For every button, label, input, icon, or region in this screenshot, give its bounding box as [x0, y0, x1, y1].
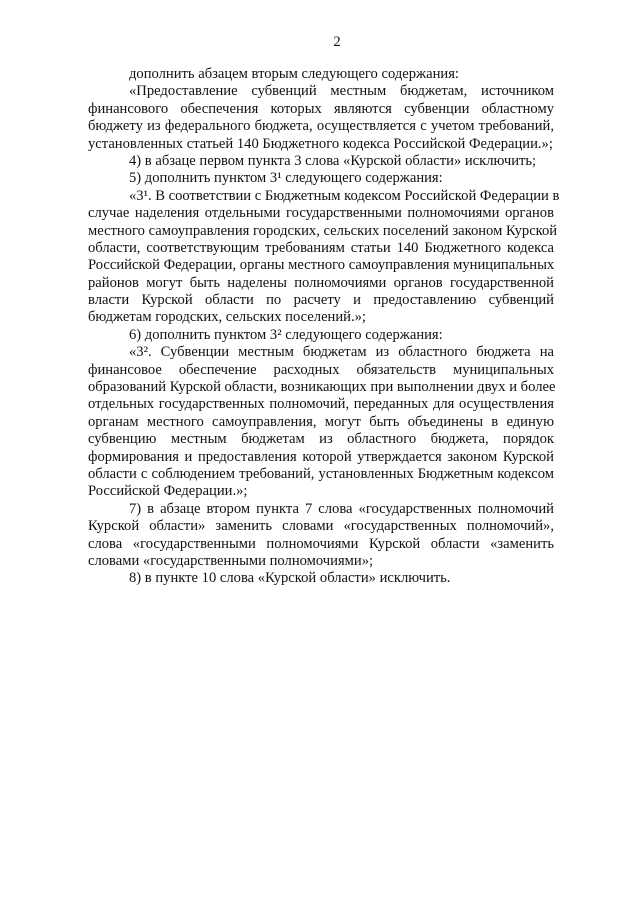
paragraph: [88, 66, 554, 83]
text-line: области, соответствующим требованиям статьи 140 Бюджетного кодекса: [88, 239, 554, 256]
paragraph: [88, 344, 554, 501]
text-line: 8) в пункте 10 слова «Курской области» исключить.: [129, 570, 451, 587]
page-number: 2: [333, 34, 341, 50]
paragraph: [88, 327, 554, 344]
text-line: 6) дополнить пунктом 3² следующего содержания:: [129, 326, 443, 343]
text-line: 5) дополнить пунктом 3¹ следующего содержания:: [129, 170, 443, 187]
paragraph: [88, 170, 554, 187]
text-line: Курской области» заменить словами «государственных полномочий»,: [88, 518, 554, 535]
text-line: «Предоставление субвенций местным бюджетам, источником: [129, 83, 554, 100]
text-line: отдельных государственных полномочий, переданных для осуществления: [88, 396, 554, 413]
text-line: слова «государственными полномочиями Курской области «заменить: [88, 535, 554, 552]
text-line: Российской Федерации.»;: [88, 483, 248, 500]
paragraph: [88, 570, 554, 587]
paragraph: [88, 501, 554, 571]
text-line: словами «государственными полномочиями»;: [88, 552, 374, 569]
text-line: районов могут быть наделены полномочиями органов государственной: [88, 274, 554, 291]
text-line: «3². Субвенции местным бюджетам из областного бюджета на: [129, 344, 554, 361]
text-line: власти Курской области по расчету и предоставлению субвенций: [88, 292, 554, 309]
text-line: «3¹. В соответствии с Бюджетным кодексом Российской Федерации в: [129, 187, 560, 204]
paragraph: [88, 153, 554, 170]
text-line: дополнить абзацем вторым следующего содержания:: [129, 66, 459, 82]
text-line: установленных статьей 140 Бюджетного кодекса Российской Федерации.»;: [88, 135, 553, 152]
text-line: 4) в абзаце первом пункта 3 слова «Курской области» исключить;: [129, 152, 537, 169]
text-line: финансовое обеспечение расходных обязательств муниципальных: [88, 361, 554, 378]
text-line: субвенцию местным бюджетам из областного бюджета, порядок: [88, 431, 554, 448]
text-line: местного самоуправления городских, сельских поселений законом Курской: [88, 222, 558, 239]
text-line: 7) в абзаце втором пункта 7 слова «государственных полномочий: [129, 500, 554, 517]
paragraph: [88, 83, 554, 153]
text-line: органам местного самоуправления, могут быть объединены в единую: [88, 413, 554, 430]
text-line: области с соблюдением требований, установленных Бюджетным кодексом: [88, 465, 554, 482]
paragraph: [88, 187, 560, 327]
text-line: бюджетам городских, сельских поселений.»;: [88, 309, 366, 326]
text-line: финансового обеспечения которых являются субвенции областному: [88, 100, 554, 117]
text-line: Российской Федерации, органы местного самоуправления муниципальных: [88, 257, 555, 274]
text-line: случае наделения отдельными государственными полномочиями органов: [88, 205, 554, 222]
text-line: образований Курской области, возникающих при выполнении двух и более: [88, 379, 556, 396]
document-body: [88, 66, 560, 588]
text-line: формирования и предоставления которой утверждается законом Курской: [88, 448, 554, 465]
text-line: бюджету из федерального бюджета, осуществляется с учетом требований,: [88, 118, 554, 135]
